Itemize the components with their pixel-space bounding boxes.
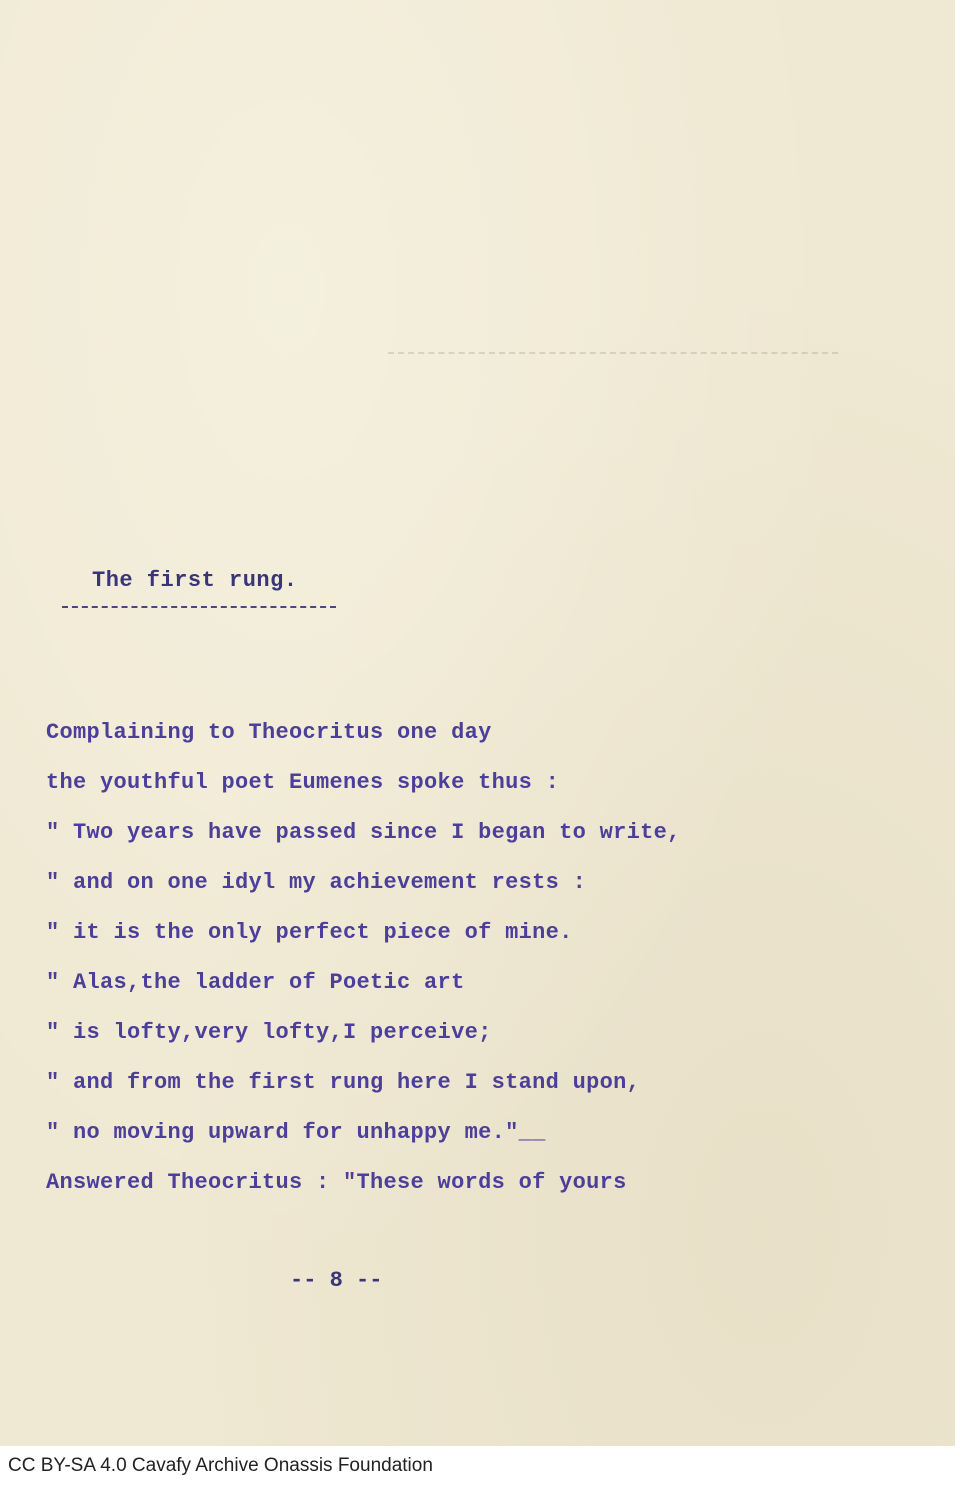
poem-line: " Alas,the ladder of Poetic art (46, 970, 465, 995)
page-number: -- 8 -- (290, 1268, 383, 1293)
poem-line: " it is the only perfect piece of mine. (46, 920, 573, 945)
poem-line: " no moving upward for unhappy me."__ (46, 1120, 546, 1145)
credit-text: CC BY-SA 4.0 Cavafy Archive Onassis Foundation (8, 1455, 433, 1476)
poem-body (46, 716, 826, 1216)
poem-line: Answered Theocritus : "These words of yours (46, 1170, 627, 1195)
poem-line: the youthful poet Eumenes spoke thus : (46, 770, 560, 795)
poem-title: The first rung. (92, 568, 298, 593)
poem-line: " is lofty,very lofty,I perceive; (46, 1020, 492, 1045)
title-underline (62, 606, 336, 608)
poem-line: Complaining to Theocritus one day (46, 720, 492, 745)
poem-line: " Two years have passed since I began to write, (46, 820, 681, 845)
poem-line: " and on one idyl my achievement rests : (46, 870, 587, 895)
credit-bar (0, 1446, 955, 1490)
poem-line: " and from the first rung here I stand upon, (46, 1070, 641, 1095)
bleed-through-rule (388, 352, 838, 354)
